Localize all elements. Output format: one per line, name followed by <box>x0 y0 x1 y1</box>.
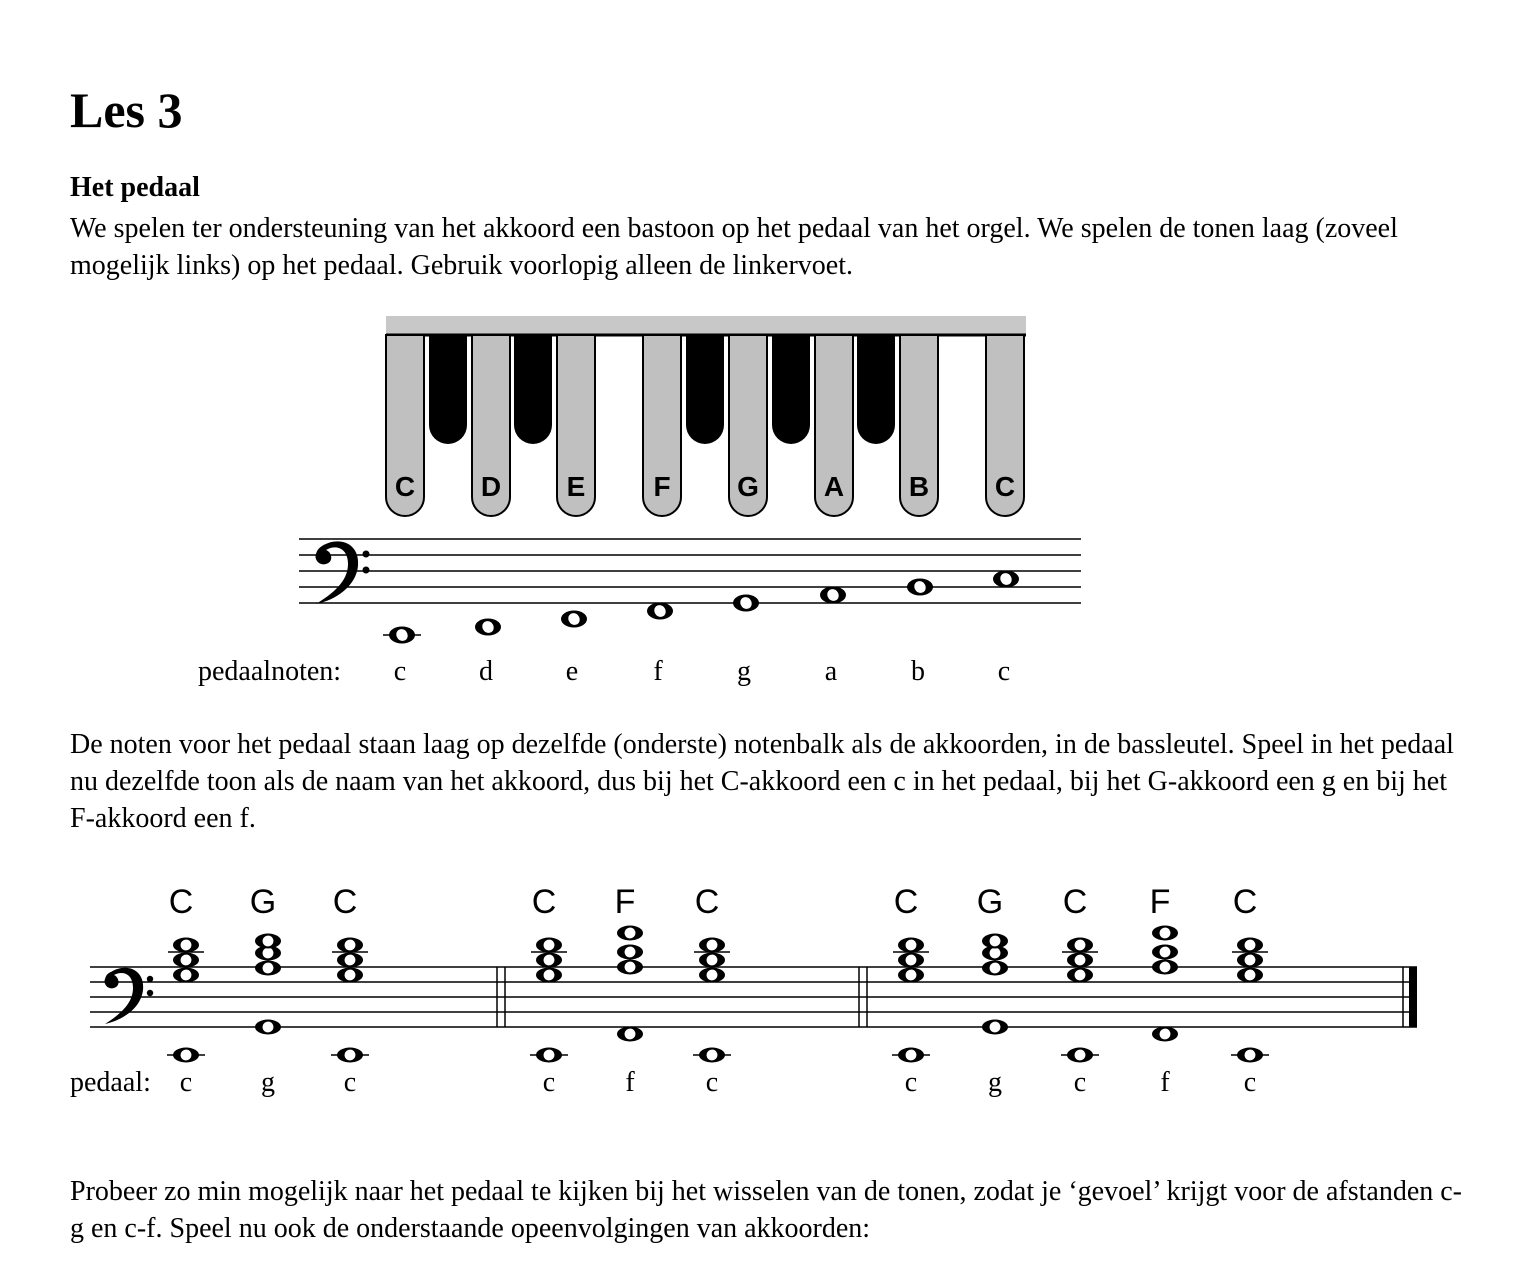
pedal-top-bar <box>386 316 1026 334</box>
section-heading: Het pedaal <box>70 172 200 203</box>
pedal-key-label: B <box>908 471 930 502</box>
bass-clef-icon <box>315 541 369 604</box>
pedal-note-name: c <box>1073 1067 1087 1098</box>
pedal-key-label: F <box>653 471 671 502</box>
black-pedal-key <box>686 335 724 444</box>
pedal-label: pedaal: <box>70 1067 151 1098</box>
chord-name: C <box>1232 883 1258 921</box>
pedal-key-label: C <box>394 471 416 502</box>
chord-name: F <box>1149 883 1171 921</box>
chord-name: C <box>531 883 557 921</box>
pedal-note-name: c <box>904 1067 918 1098</box>
pedal-note-name: c <box>1243 1067 1257 1098</box>
chord-name: G <box>976 883 1004 921</box>
pedal-note-name: c <box>343 1067 357 1098</box>
pedal-key-label: C <box>994 471 1016 502</box>
pedal-key-label: E <box>566 471 586 502</box>
chord-names <box>169 883 1258 921</box>
pedal-note-labels <box>394 656 1010 687</box>
pedal-note-name: g <box>988 1067 1002 1098</box>
pedal-note-name: c <box>179 1067 193 1098</box>
pedal-note-name: c <box>705 1067 719 1098</box>
chord-name: F <box>614 883 636 921</box>
pedal-key-label: A <box>823 471 845 502</box>
pedal-note-label: b <box>911 656 925 687</box>
chord-name: C <box>694 883 720 921</box>
pedal-staff <box>299 539 1081 644</box>
chord-name: C <box>332 883 358 921</box>
pedal-note-label: c <box>393 656 407 687</box>
pedal-names <box>180 1067 1256 1098</box>
black-pedal-key <box>857 335 895 444</box>
chord-name: C <box>1062 883 1088 921</box>
practice-paragraph: Probeer zo min mogelijk naar het pedaal te kijken bij het wisselen van de tonen, zodat je ‘gevoel’ krijgt voor de afstanden c-g en c-f. Speel nu ook de onderstaande opeenvolgingen van akkoorden: <box>70 1176 1463 1244</box>
pedal-key-label: G <box>737 471 759 502</box>
pedal-note-label: e <box>565 656 579 687</box>
chord-name: G <box>249 883 277 921</box>
explanation-paragraph: De noten voor het pedaal staan laag op dezelfde (onderste) notenbalk als de akkoorden, in de bassleutel. Speel in het pedaal nu dezelfde toon als de naam van het akkoord, dus bij het C-akkoord een c in het pedaal, bij het G-akkoord een g en bij het F-akkoord een f. <box>70 729 1454 834</box>
pedal-note-label: c <box>997 656 1011 687</box>
pedal-note-name: f <box>1160 1067 1170 1098</box>
chord-name: C <box>168 883 194 921</box>
pedal-note-label: d <box>479 656 493 687</box>
page-title: Les 3 <box>70 82 183 138</box>
pedal-note-name: c <box>542 1067 556 1098</box>
black-pedal-key <box>514 335 552 444</box>
bass-clef-icon <box>104 968 153 1024</box>
pedal-note-name: g <box>261 1067 275 1098</box>
pedal-note-label: f <box>653 656 663 687</box>
pedal-note-label: a <box>824 656 838 687</box>
black-pedal-key <box>772 335 810 444</box>
pedal-key-label: D <box>480 471 502 502</box>
pedal-scale-notes <box>383 571 1019 644</box>
pedal-note-label: g <box>737 656 751 687</box>
pedal-note-name: f <box>625 1067 635 1098</box>
chord-notes <box>167 925 1269 1062</box>
progression-staff <box>90 925 1417 1062</box>
final-barline <box>1409 967 1417 1027</box>
intro-paragraph: We spelen ter ondersteuning van het akkoord een bastoon op het pedaal van het orgel. We spelen de tonen laag (zoveel mogelijk links) op het pedaal. Gebruik voorlopig alleen de linkervoet. <box>70 213 1398 281</box>
chord-name: C <box>893 883 919 921</box>
black-pedal-key <box>429 335 467 444</box>
pedal-notes-label: pedaalnoten: <box>198 656 342 687</box>
